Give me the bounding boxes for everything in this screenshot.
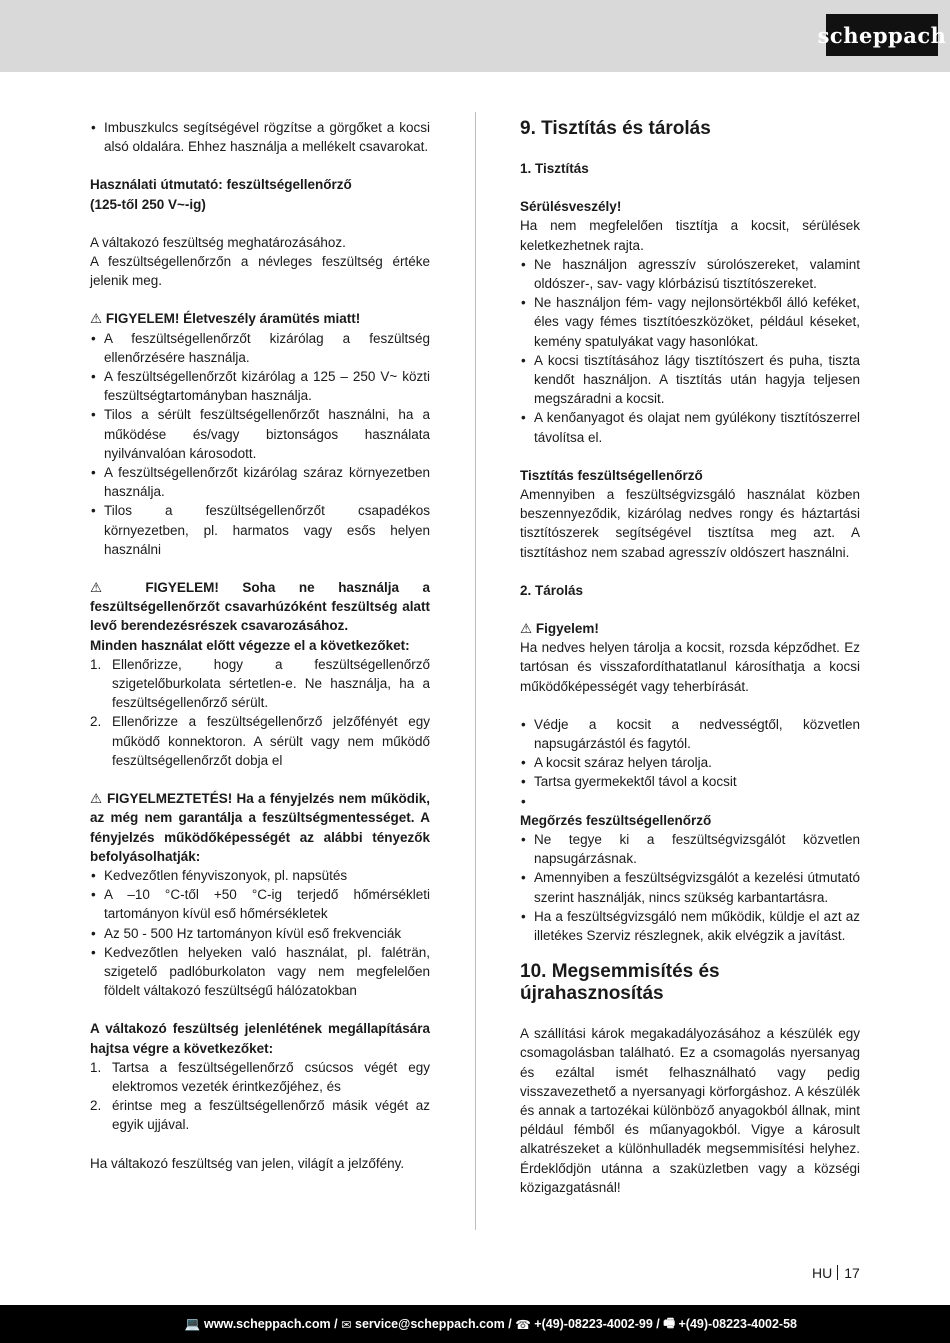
page-number [812, 1265, 860, 1281]
phone-number: +(49)-08223-4002-99 [534, 1317, 653, 1331]
attention-text: Figyelem! [535, 621, 599, 637]
injury-heading: Sérülésveszély! [520, 199, 622, 215]
page-number-value: 17 [844, 1265, 860, 1281]
detect-heading: A váltakozó feszültség jelenlétének megállapítására hajtsa végre a következőket: [90, 1021, 430, 1056]
closing-paragraph: Ha váltakozó feszültség van jelen, világít a jelzőfény. [90, 1155, 405, 1171]
list-item: • Ne használjon agresszív súrolószereket, valamint oldószer-, sav- vagy klórbázisú tisztítószereket. [520, 255, 860, 293]
paragraph: A váltakozó feszültség meghatározásához. [90, 234, 346, 250]
list-item: • A kenőanyagot és olajat nem gyúlékony tisztítószerrel távolítsa el. [520, 408, 860, 446]
section-heading: Használati útmutató: feszültségellenőrző [90, 177, 352, 193]
list-item: • Védje a kocsit a nedvességtől, közvetlen napsugárzástól és fagytól. [520, 715, 860, 753]
list-item: • A feszültségellenőrzőt kizárólag a 125 – 250 V~ közti feszültségtartományban használja. [90, 367, 430, 405]
list-item: • Imbuszkulcs segítségével rögzítse a görgőket a kocsi alsó oldalára. Ehhez használja a mellékelt csavarokat. [90, 118, 430, 156]
email-link[interactable]: service@scheppach.com [355, 1317, 505, 1331]
paragraph: Ha nedves helyen tárolja a kocsit, rozsda képződhet. Ez tartósan és visszafordíthatatlanul károsíthatja a kocsi működőképességét vagy teherbírását. [520, 640, 860, 694]
numbered-item [90, 655, 430, 713]
footer-bar: 💻 www.scheppach.com / ✉ service@scheppach.com / ☎ +(49)-08223-4002-99 / 🖷 +(49)-08223-4002-58 [0, 1305, 950, 1343]
section-heading-range: (125-től 250 V~-ig) [90, 196, 206, 212]
mail-icon: ✉ [341, 1317, 352, 1332]
warning-text: FIGYELEM! Soha ne használja a feszültségellenőrzőt csavarhúzóként feszültség alatt levő berendezésrészek csavarozásához. [90, 580, 430, 634]
warning-text: FIGYELMEZTETÉS! Ha a fényjelzés nem működik, az még nem garantálja a feszültségmentességet. A fényjelzés működőképességét az alábbi tényezők befolyásolhatják: [90, 791, 430, 864]
item-text: Tartsa a feszültségellenőrző csúcsos végét egy elektromos vezeték érintkezőjéhez, és [112, 1059, 430, 1094]
list-item: • A feszültségellenőrzőt kizárólag száraz környezetben használja. [90, 463, 430, 501]
item-number: 1. [90, 1059, 102, 1075]
check-heading: Minden használat előtt végezze el a következőket: [90, 637, 410, 653]
list-item: • Az 50 - 500 Hz tartományon kívül eső frekvenciák [90, 924, 430, 943]
list-item: • Kedvezőtlen helyeken való használat, pl. faléträn, szigetelő padlóburkolaton vagy nem megfelelően földelt váltakozó feszültségű hálózatokban [90, 943, 430, 1001]
list-item-empty [520, 792, 860, 811]
attention-heading [520, 619, 860, 638]
section-9-title: 9. Tisztítás és tárolás [520, 118, 711, 139]
header-band [0, 0, 950, 72]
numbered-item [90, 712, 430, 770]
warning-icon: ⚠ [520, 621, 533, 637]
subsection-cleaning: 1. Tisztítás [520, 161, 589, 176]
paragraph: Amennyiben a feszültségvizsgáló használat közben beszennyeződik, kizárólag nedves rongy és háztartási tisztítószerek segítségével tisztítsa meg azt. A tisztításhoz nem szabad agresszív oldószert használni. [520, 487, 860, 560]
list-item: • Kedvezőtlen fényviszonyok, pl. napsütés [90, 866, 430, 885]
list-item: • A kocsit száraz helyen tárolja. [520, 753, 860, 772]
left-column [90, 118, 430, 1173]
warning-icon: ⚠ [90, 311, 103, 327]
warning-icon: ⚠ [90, 791, 103, 807]
list-item: • Tartsa gyermekektől távol a kocsit [520, 772, 860, 791]
warning-icon: ⚠ [90, 580, 122, 596]
list-item: • Tilos a sérült feszültségellenőrzőt használni, ha a működése és/vagy biztonságos használata nyilvánvalóan károsodott. [90, 405, 430, 463]
phone-icon: ☎ [515, 1317, 531, 1332]
list-item: • Ne tegye ki a feszültségvizsgálót közvetlen napsugárzásnak. [520, 830, 860, 868]
numbered-item [90, 1058, 430, 1096]
item-number: 1. [90, 656, 102, 672]
item-text: Ellenőrizze a feszültségellenőrző jelzőfényét egy működő konnektoron. A sérült vagy nem működő feszültségellenőrzőt dobja el [112, 714, 430, 768]
tester-clean-heading: Tisztítás feszültségellenőrző [520, 467, 703, 483]
item-number: 2. [90, 714, 102, 730]
language-code: HU [812, 1265, 833, 1281]
fax-number: +(49)-08223-4002-58 [678, 1317, 797, 1331]
fax-icon: 🖷 [663, 1315, 676, 1330]
subsection-storage: 2. Tárolás [520, 582, 584, 598]
list-item: • Tilos a feszültségellenőrzőt csapadékos környezetben, pl. harmatos vagy esős helyen használni [90, 501, 430, 559]
list-item: • A kocsi tisztításához lágy tisztítószert és puha, tiszta kendőt használjon. A tisztítás után hagyja teljesen megszáradni a kocsit. [520, 351, 860, 409]
keep-heading: Megőrzés feszültségellenőrző [520, 812, 712, 828]
item-number: 2. [90, 1098, 102, 1114]
disposal-paragraph: A szállítási károk megakadályozásához a készülék egy csomagolásban található. Ez a csomagolás nyersanyag és ezáltal ismét felhasználható vagy pedig visszavezethető a nyersanyagi körforgáshoz. A készülék és annak a tartozékai különböző anyagokból állnak, mint például fémből és műanyagokból. Vigye a károsult alkatrészeket a különhulladék megsemmisítési helyhez. Érdeklődjön utánna a szaküzletben vagy a községi közigazgatásnál! [520, 1026, 860, 1195]
paragraph: Ha nem megfelelően tisztítja a kocsit, sérülések keletkezhetnek rajta. [520, 218, 860, 253]
right-column [520, 118, 860, 1197]
list-item: • A feszültségellenőrzőt kizárólag a feszültség ellenőrzésére használja. [90, 329, 430, 367]
warning-text: FIGYELEM! Életveszély áramütés miatt! [105, 311, 361, 327]
paragraph: A feszültségellenőrzőn a névleges feszültség értéke jelenik meg. [90, 254, 430, 289]
item-text: érintse meg a feszültségellenőrző másik végét az egyik ujjával. [112, 1098, 430, 1133]
section-10-title: 10. Megsemmisítés és újrahasznosítás [520, 961, 720, 1005]
item-text: Ellenőrizze, hogy a feszültségellenőrző szigetelőburkolata sértetlen-e. Ne használja, ha a feszültségellenőrző sérült. [112, 656, 430, 711]
monitor-icon: 💻 [184, 1316, 201, 1331]
column-divider [475, 112, 476, 1230]
warning-heading [90, 789, 430, 866]
warning-heading [90, 309, 430, 328]
list-item: • Ne használjon fém- vagy nejlonsörtékből álló keféket, éles vagy fémes tisztítóeszközöket, például késeket, kemény spatulyákat vagy hasonlókat. [520, 293, 860, 351]
website-link[interactable]: www.scheppach.com [203, 1317, 331, 1331]
warning-heading [90, 578, 430, 636]
numbered-item [90, 1096, 430, 1134]
list-item: • Ha a feszültségvizsgáló nem működik, küldje el azt az illetékes Szerviz részlegnek, akik elvégzik a javítást. [520, 907, 860, 945]
list-item: • A –10 °C-től +50 °C-ig terjedő hőmérsékleti tartományon kívül eső hőmérsékletek [90, 885, 430, 923]
brand-logo: scheppach [826, 14, 938, 56]
list-item: • Amennyiben a feszültségvizsgálót a kezelési útmutató szerint használják, nincs szükség karbantartásra. [520, 868, 860, 906]
